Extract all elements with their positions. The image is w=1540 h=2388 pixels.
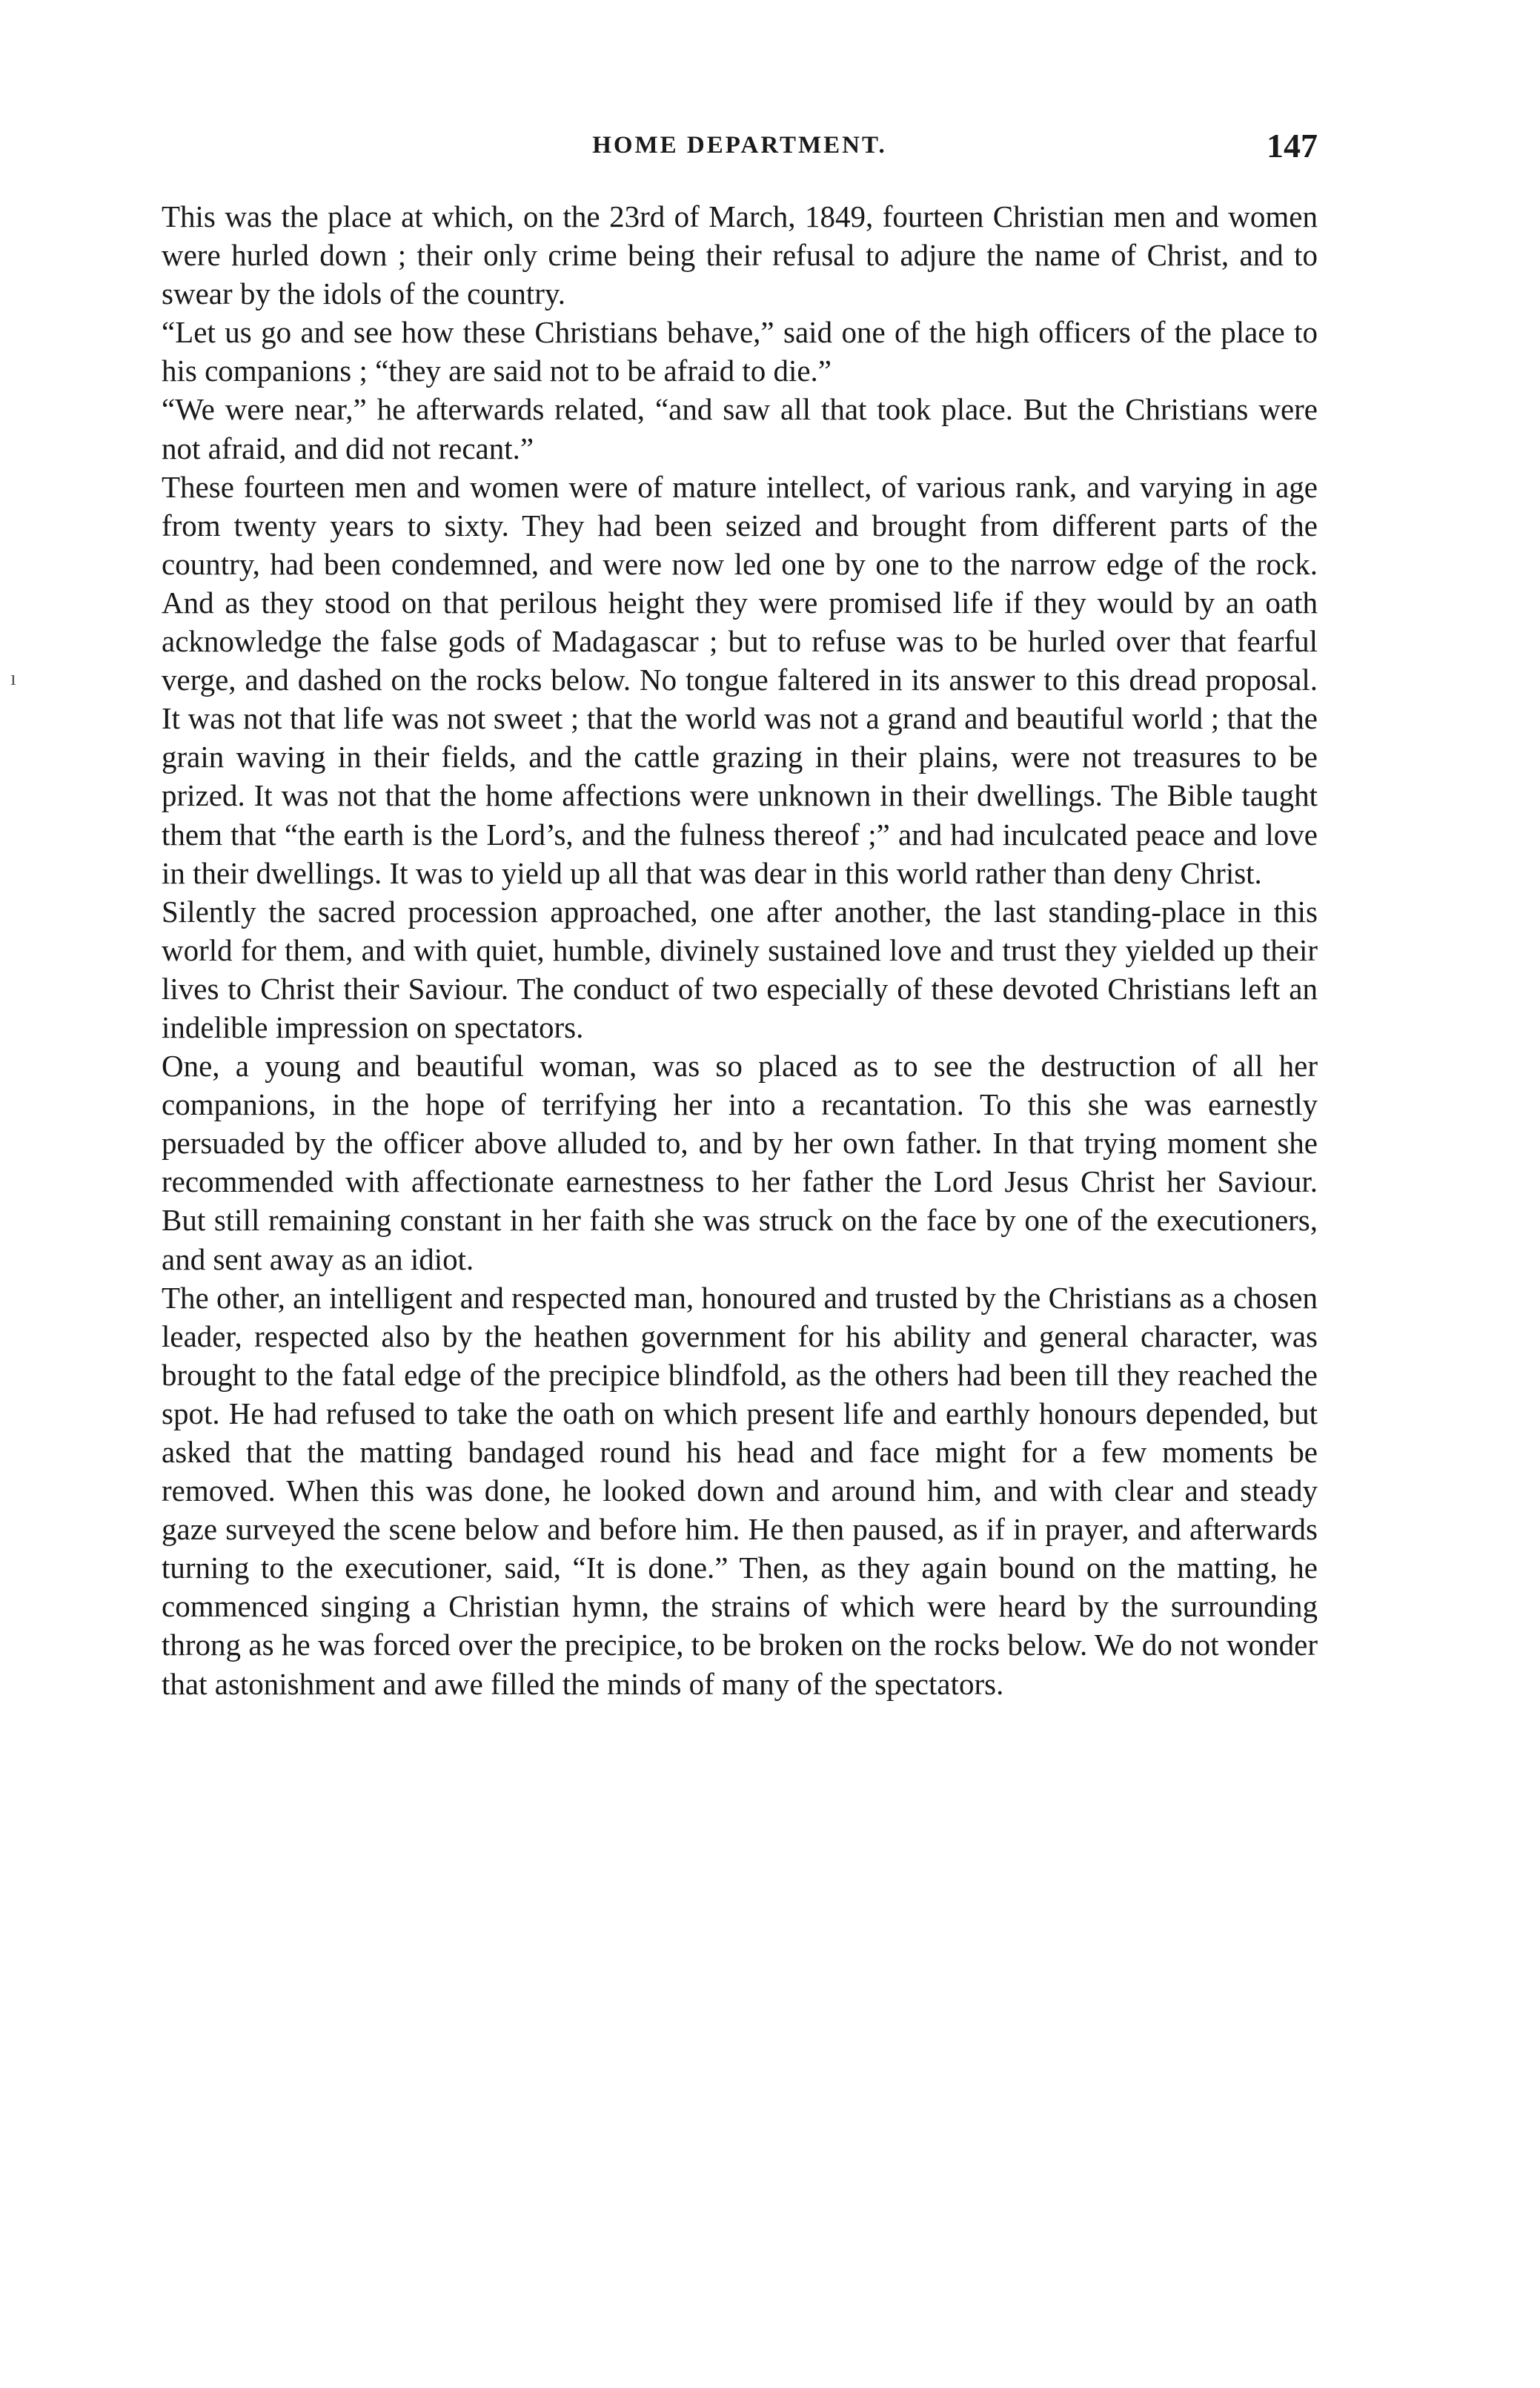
paragraph: The other, an intelligent and respected man, honoured and trusted by the Christians as a chosen leader, respected also by the heathen government for his ability and general character, was brought to the fatal edge of the precipice blindfold, as the others had been till they reached the spot. He had refused to take the oath on which present life and earthly honours depended, but asked that the matting bandaged round his head and face might for a few moments be removed. When this was done, he looked down and around him, and with clear and steady gaze surveyed the scene below and before him. He then paused, as if in prayer, and afterwards turning to the executioner, said, “It is done.” Then, as they again bound on the matting, he commenced singing a Christian hymn, the strains of which were heard by the surrounding throng as he was forced over the precipice, to be broken on the rocks below. We do not wonder that astonishment and awe filled the minds of many of the spectators. <box>162 1280 1318 1701</box>
paragraph: Silently the sacred procession approached, one after another, the last standing-place in this world for them, and with quiet, humble, divinely sustained love and trust they yielded up their lives to Christ their Saviour. The conduct of two especially of these devoted Christians left an indelible impression on spectators. <box>162 894 1318 1044</box>
paragraph: “We were near,” he afterwards related, “and saw all that took place. But the Christians were not afraid, and did not recant.” <box>162 392 1318 465</box>
margin-mark: ı <box>10 667 16 690</box>
paragraph: This was the place at which, on the 23rd of March, 1849, fourteen Christian men and women were hurled down ; their only crime being their refusal to adjure the name of Christ, and to swear by the idols of the country. <box>162 199 1318 311</box>
body-text <box>162 197 1318 1703</box>
page-number: 147 <box>1267 127 1318 165</box>
paragraph: One, a young and beautiful woman, was so placed as to see the destruction of all her companions, in the hope of terrifying her into a recantation. To this she was earnestly persuaded by the officer above alluded to, and by her own father. In that trying moment she recommended with affectionate earnestness to her father the Lord Jesus Christ her Saviour. But still remaining constant in her faith she was struck on the face by one of the executioners, and sent away as an idiot. <box>162 1049 1318 1276</box>
paragraph: “Let us go and see how these Christians behave,” said one of the high officers of the place to his companions ; “they are said not to be afraid to die.” <box>162 315 1318 388</box>
book-page <box>162 126 1318 2320</box>
running-title: HOME DEPARTMENT. <box>592 132 887 159</box>
paragraph: These fourteen men and women were of mature intellect, of various rank, and varying in age from twenty years to sixty. They had been seized and brought from different parts of the country, had been condemned, and were now led one by one to the narrow edge of the rock. And as they stood on that perilous height they were promised life if they would by an oath acknowledge the false gods of Madagascar ; but to refuse was to be hurled over that fearful verge, and dashed on the rocks below. No tongue faltered in its answer to this dread proposal. It was not that life was not sweet ; that the world was not a grand and beautiful world ; that the grain waving in their fields, and the cattle grazing in their plains, were not treasures to be prized. It was not that the home affections were unknown in their dwellings. The Bible taught them that “the earth is the Lord’s, and the fulness thereof ;” and had inculcated peace and love in their dwellings. It was to yield up all that was dear in this world rather than deny Christ. <box>162 469 1318 890</box>
running-header <box>162 126 1318 178</box>
